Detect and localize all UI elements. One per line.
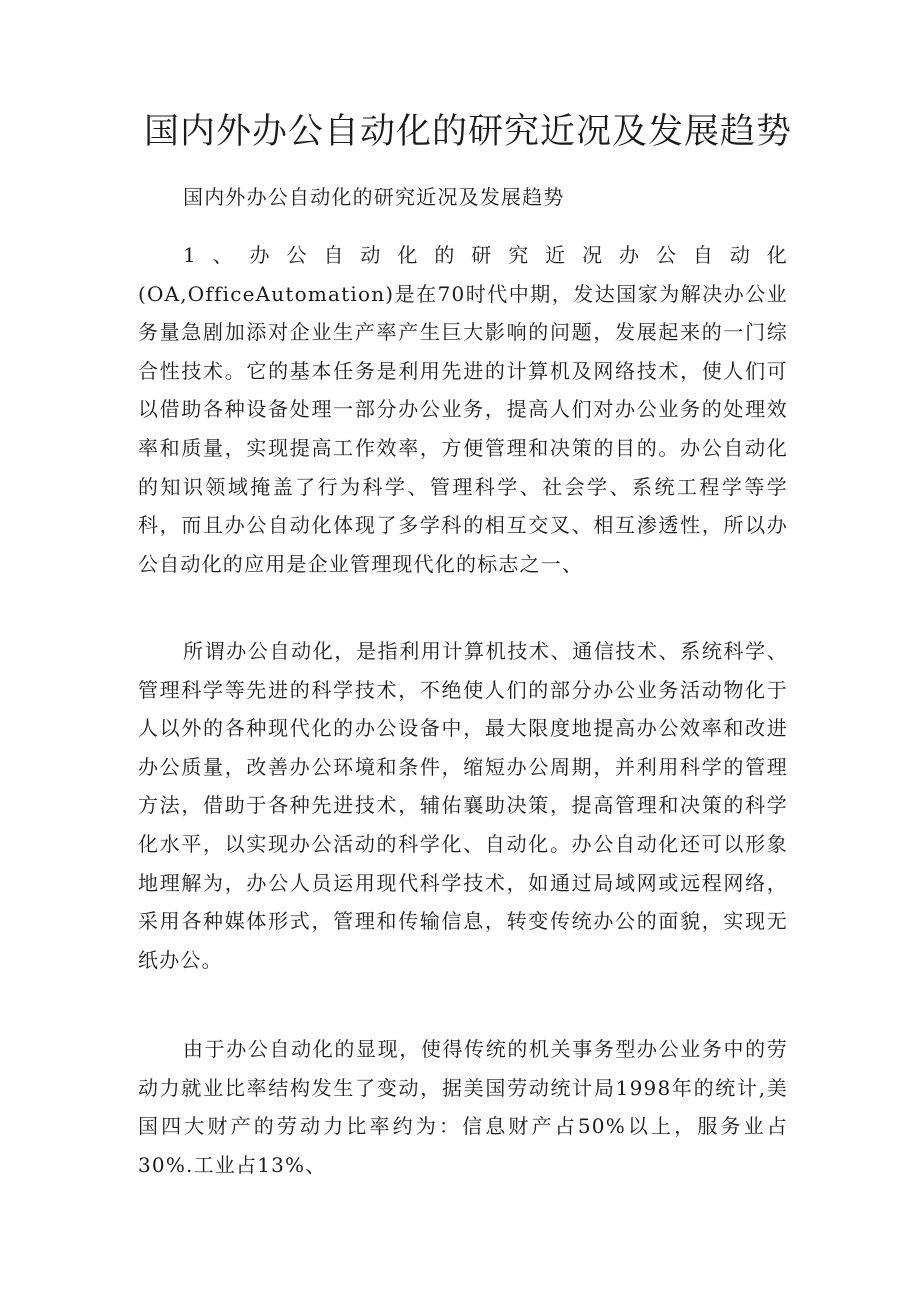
paragraph-research-status: 1、办公自动化的研究近况办公自动化(OA,OfficeAutomation)是在70时代中期，发达国家为解决办公业务量急剧加添对企业生产率产生巨大影响的问题，发展起来的一门综合性技术。它的基本任务是利用先进的计算机及网络技术，使人们可以借助各种设备处理一部分办公业务，提高人们对办公业务的处理效率和质量，实现提高工作效率，方便管理和决策的目的。办公自动化的知识领域掩盖了行为科学、管理科学、社会学、系统工程学等学科，而且办公自动化体现了多学科的相互交叉、相互渗透性，所以办公自动化的应用是企业管理现代化的标志之一、 xyxy=(138,243,788,576)
document-subtitle: 国内外办公自动化的研究近况及发展趋势 xyxy=(183,185,565,209)
document-title: 国内外办公自动化的研究近况及发展趋势 xyxy=(143,112,792,152)
paragraph-oa-definition: 所谓办公自动化，是指利用计算机技术、通信技术、系统科学、管理科学等先进的科学技术，不绝使人们的部分办公业务活动物化于人以外的各种现代化的办公设备中，最大限度地提高办公效率和改进办公质量，改善办公环境和条件，缩短办公周期，并利用科学的管理方法，借助于各种先进技术，辅佑襄助决策，提高管理和决策的科学化水平，以实现办公活动的科学化、自动化。办公自动化还可以形象地理解为，办公人员运用现代科学技术，如通过局域网或远程网络，采用各种媒体形式，管理和传输信息，转变传统办公的面貌，实现无纸办公。 xyxy=(138,639,788,972)
paragraph-labor-statistics: 由于办公自动化的显现，使得传统的机关事务型办公业务中的劳动力就业比率结构发生了变动，据美国劳动统计局1998年的统计,美国四大财产的劳动力比率约为：信息财产占50%以上，服务业占30%.工业占13%、 xyxy=(138,1037,788,1177)
